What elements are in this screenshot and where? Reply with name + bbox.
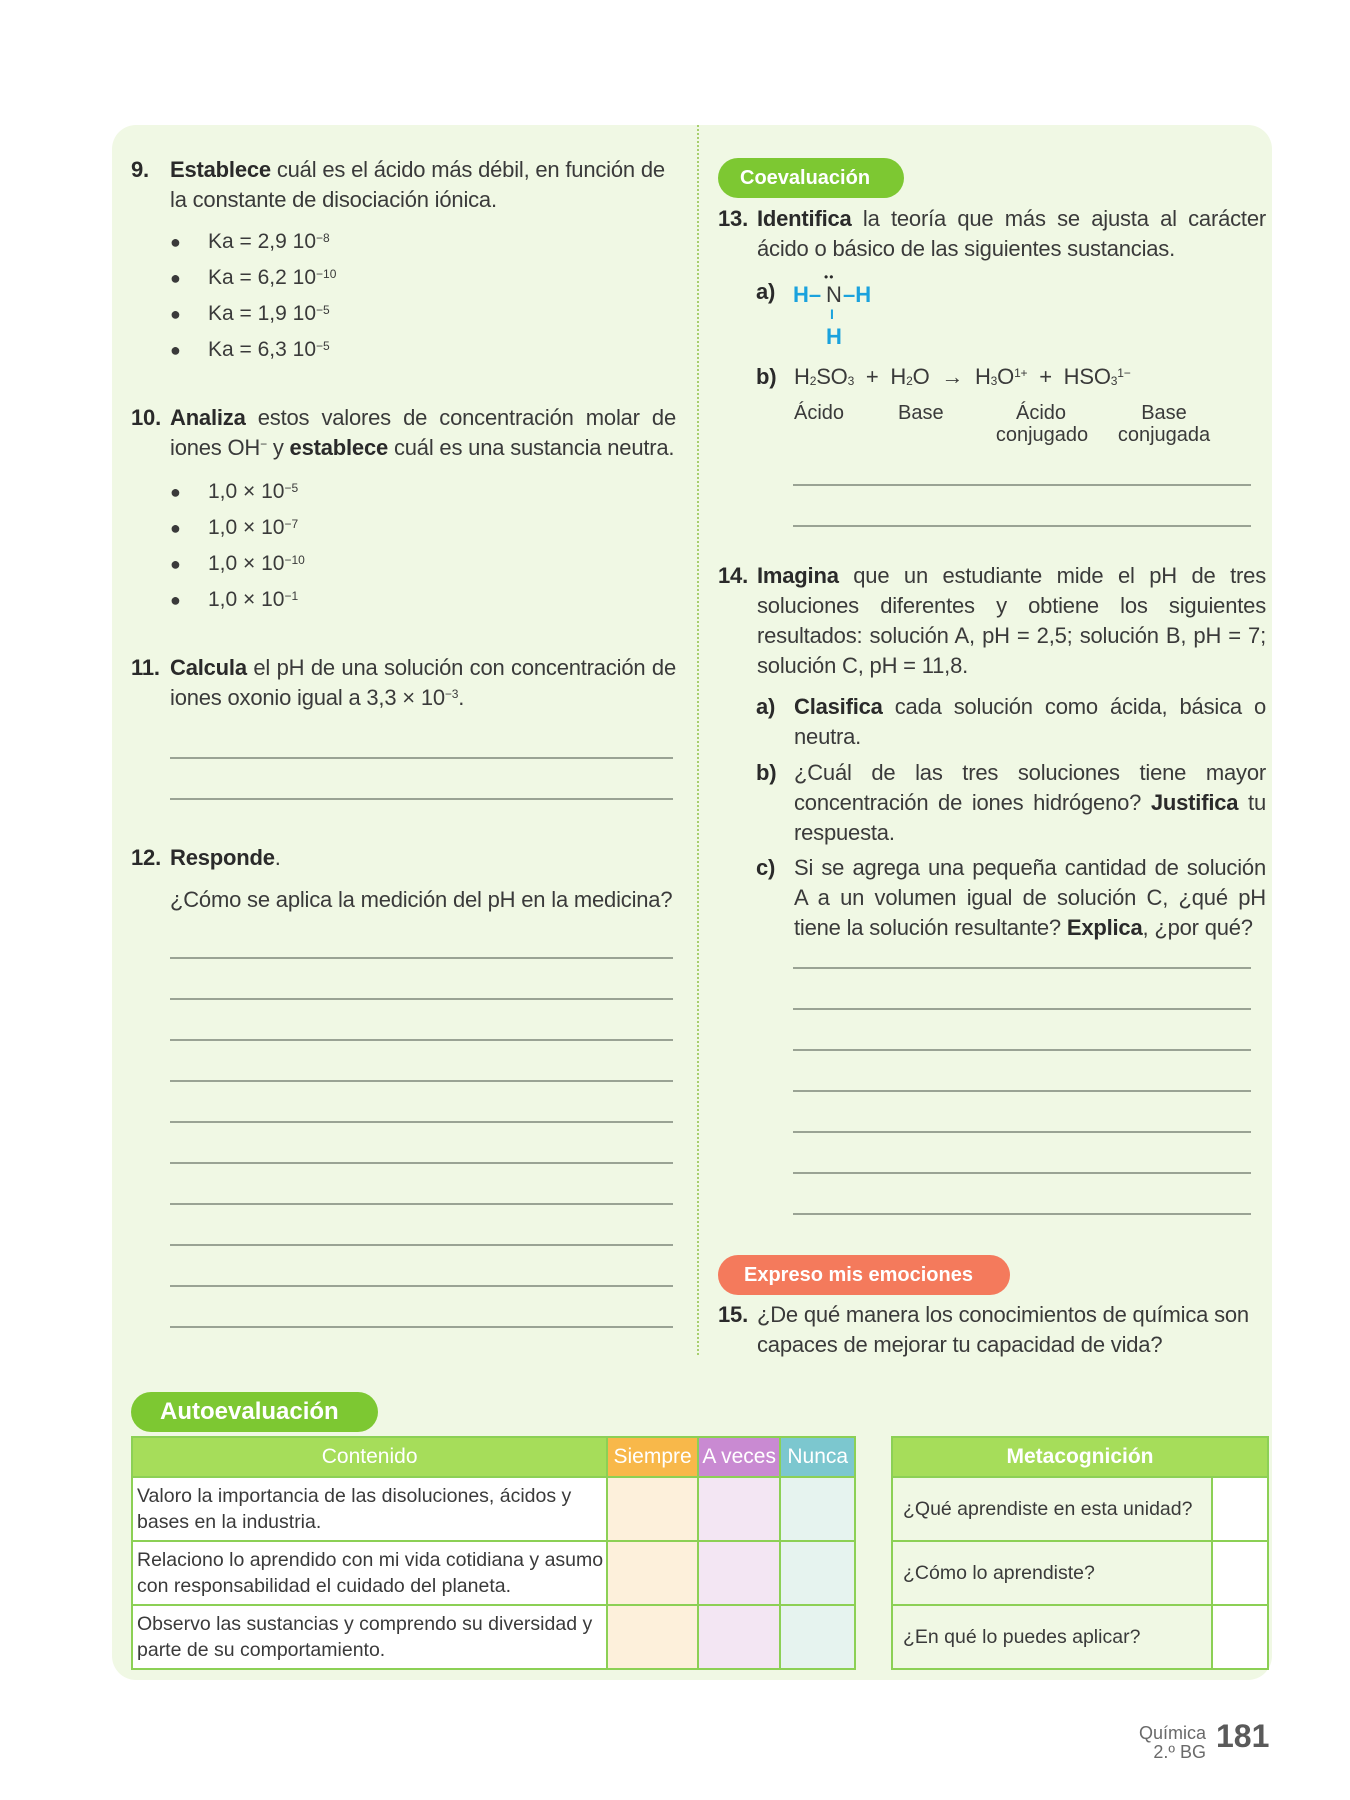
answer-line[interactable] — [793, 484, 1251, 486]
answer-line[interactable] — [170, 1162, 673, 1164]
header-nunca: Nunca — [780, 1437, 855, 1477]
coevaluacion-badge: Coevaluación — [718, 158, 904, 198]
answer-line[interactable] — [170, 998, 673, 1000]
table-row — [892, 1541, 1268, 1605]
table-row — [132, 1477, 855, 1541]
question-verb: Responde — [170, 845, 275, 870]
meta-answer-cell[interactable] — [1212, 1541, 1268, 1605]
a-veces-cell[interactable] — [698, 1541, 781, 1605]
item-label: b) — [756, 364, 777, 389]
answer-line[interactable] — [793, 1049, 1251, 1051]
question-number: 12. — [131, 845, 161, 870]
question-verb: Identifica — [757, 206, 852, 231]
question-number: 14. — [718, 563, 748, 588]
question-10: 10. Analiza estos valores de concentración molar de iones OH− y establece cuál es una sustancia neutra. — [131, 405, 676, 460]
option-item: ● Ka = 2,9 $10^{-8}$ — [170, 230, 330, 253]
answer-line[interactable] — [170, 1203, 673, 1205]
answer-line[interactable] — [170, 1244, 673, 1246]
question-14c: c) Si se agrega una pequeña cantidad de solución A a un volumen igual de solución C, ¿qué pH tiene la solución resultante? Explica, ¿por qué? — [756, 855, 1266, 940]
answer-line[interactable] — [793, 1131, 1251, 1133]
q10-options — [170, 474, 305, 618]
question-verb: Analiza — [170, 405, 246, 430]
question-12-prompt: ¿Cómo se aplica la medición del pH en la medicina? — [170, 887, 673, 912]
question-14b: b) ¿Cuál de las tres soluciones tiene mayor concentración de iones hidrógeno? Justifica tu respuesta. — [756, 760, 1266, 845]
question-text: la constante de disociación iónica. — [170, 187, 497, 212]
header-siempre: Siempre — [607, 1437, 698, 1477]
answer-line[interactable] — [170, 1039, 673, 1041]
ammonia-lewis-structure: H– •• N –H I H — [793, 270, 872, 349]
question-9 — [131, 155, 681, 215]
question-12: 12. Responde. — [131, 843, 676, 873]
page-number: 181 — [1216, 1718, 1270, 1754]
table-header-row — [892, 1437, 1268, 1477]
question-number: 13. — [718, 206, 748, 231]
answer-line[interactable] — [170, 1121, 673, 1123]
emociones-badge: Expreso mis emociones — [718, 1255, 1010, 1295]
meta-question: ¿En qué lo puedes aplicar? — [892, 1605, 1212, 1669]
question-number: 10. — [131, 405, 161, 430]
siempre-cell[interactable] — [607, 1541, 698, 1605]
answer-line[interactable] — [793, 525, 1251, 527]
row-content: Observo las sustancias y comprendo su diversidad y parte de su comportamiento. — [132, 1605, 607, 1669]
header-metacognicion: Metacognición — [892, 1437, 1268, 1477]
question-verb: Establece — [170, 157, 271, 182]
question-15: 15. ¿De qué manera los conocimientos de química son capaces de mejorar tu capacidad de vida? — [718, 1302, 1249, 1357]
item-label: a) — [756, 279, 776, 304]
answer-line[interactable] — [170, 798, 673, 800]
option-item: ● $1,0 \times 10^{-5}$ — [170, 480, 299, 503]
table-row — [132, 1605, 855, 1669]
metacognicion-table — [891, 1436, 1269, 1670]
arrow-icon: → — [941, 364, 964, 389]
option-item: ● $1,0 \times 10^{-7}$ — [170, 516, 299, 539]
table-header-row — [132, 1437, 855, 1477]
question-number: 15. — [718, 1302, 748, 1327]
question-14a: a) Clasifica cada solución como ácida, básica o neutra. — [756, 694, 1266, 749]
option-item: ● $1,0 \times 10^{-1}$ — [170, 588, 299, 611]
option-item: ● Ka = 1,9 $10^{-5}$ — [170, 302, 330, 325]
question-verb: Imagina — [757, 563, 839, 588]
answer-line[interactable] — [793, 967, 1251, 969]
row-content: Relaciono lo aprendido con mi vida cotidiana y asumo con responsabilidad el cuidado del planeta. — [132, 1541, 607, 1605]
option-item: ● Ka = 6,2 $10^{-10}$ — [170, 266, 337, 289]
option-item: ● $1,0 \times 10^{-10}$ — [170, 552, 305, 575]
answer-line[interactable] — [170, 757, 673, 759]
meta-question: ¿Qué aprendiste en esta unidad? — [892, 1477, 1212, 1541]
chemical-equation: $H_2SO_3 + H_2O \to H_3O^{1+} + HSO_3^{1-}$ — [794, 364, 1131, 389]
table-row — [892, 1605, 1268, 1669]
question-text: cuál es el ácido más débil, en función de — [270, 157, 665, 182]
answer-line[interactable] — [170, 1080, 673, 1082]
meta-answer-cell[interactable] — [1212, 1477, 1268, 1541]
header-contenido: Contenido — [132, 1437, 607, 1477]
answer-line[interactable] — [170, 957, 673, 959]
a-veces-cell[interactable] — [698, 1477, 781, 1541]
table-row — [132, 1541, 855, 1605]
answer-line[interactable] — [793, 1172, 1251, 1174]
autoevaluacion-table — [131, 1436, 856, 1670]
siempre-cell[interactable] — [607, 1477, 698, 1541]
question-verb: establece — [289, 435, 389, 460]
nunca-cell[interactable] — [780, 1541, 855, 1605]
question-13: 13. Identifica la teoría que más se ajusta al carácter ácido o básico de las siguientes sustancias. — [718, 206, 1266, 261]
table-row — [892, 1477, 1268, 1541]
meta-answer-cell[interactable] — [1212, 1605, 1268, 1669]
nunca-cell[interactable] — [780, 1477, 855, 1541]
answer-line[interactable] — [793, 1213, 1251, 1215]
siempre-cell[interactable] — [607, 1605, 698, 1669]
question-number: 9. — [131, 157, 149, 182]
question-verb: Calcula — [170, 655, 247, 680]
q9-options — [170, 224, 336, 368]
answer-line[interactable] — [170, 1326, 673, 1328]
footer-subject — [1100, 1724, 1206, 1762]
row-content: Valoro la importancia de las disoluciones, ácidos y bases en la industria. — [132, 1477, 607, 1541]
question-number: 11. — [131, 655, 160, 680]
a-veces-cell[interactable] — [698, 1605, 781, 1669]
answer-line[interactable] — [170, 1285, 673, 1287]
lone-pair-icon: •• — [824, 270, 835, 284]
nunca-cell[interactable] — [780, 1605, 855, 1669]
meta-question: ¿Cómo lo aprendiste? — [892, 1541, 1212, 1605]
answer-line[interactable] — [793, 1090, 1251, 1092]
question-14: 14. Imagina que un estudiante mide el pH de tres soluciones diferentes y obtiene los siguientes resultados: solución A, pH = 2,5; solución B, pH = 7; solución C, pH = 11,8. — [718, 563, 1266, 678]
question-11: 11. Calcula el pH de una solución con concentración de iones oxonio igual a $3,3 \times 10^{-3}$. — [131, 655, 676, 710]
answer-line[interactable] — [793, 1008, 1251, 1010]
column-divider — [697, 125, 699, 1355]
subject-label: Química — [1138, 1723, 1206, 1743]
option-item: ● Ka = 6,3 $10^{-5}$ — [170, 338, 330, 361]
header-a-veces: A veces — [698, 1437, 781, 1477]
grade-label: 2.º BG — [1153, 1742, 1206, 1762]
autoevaluacion-badge: Autoevaluación — [131, 1392, 378, 1432]
